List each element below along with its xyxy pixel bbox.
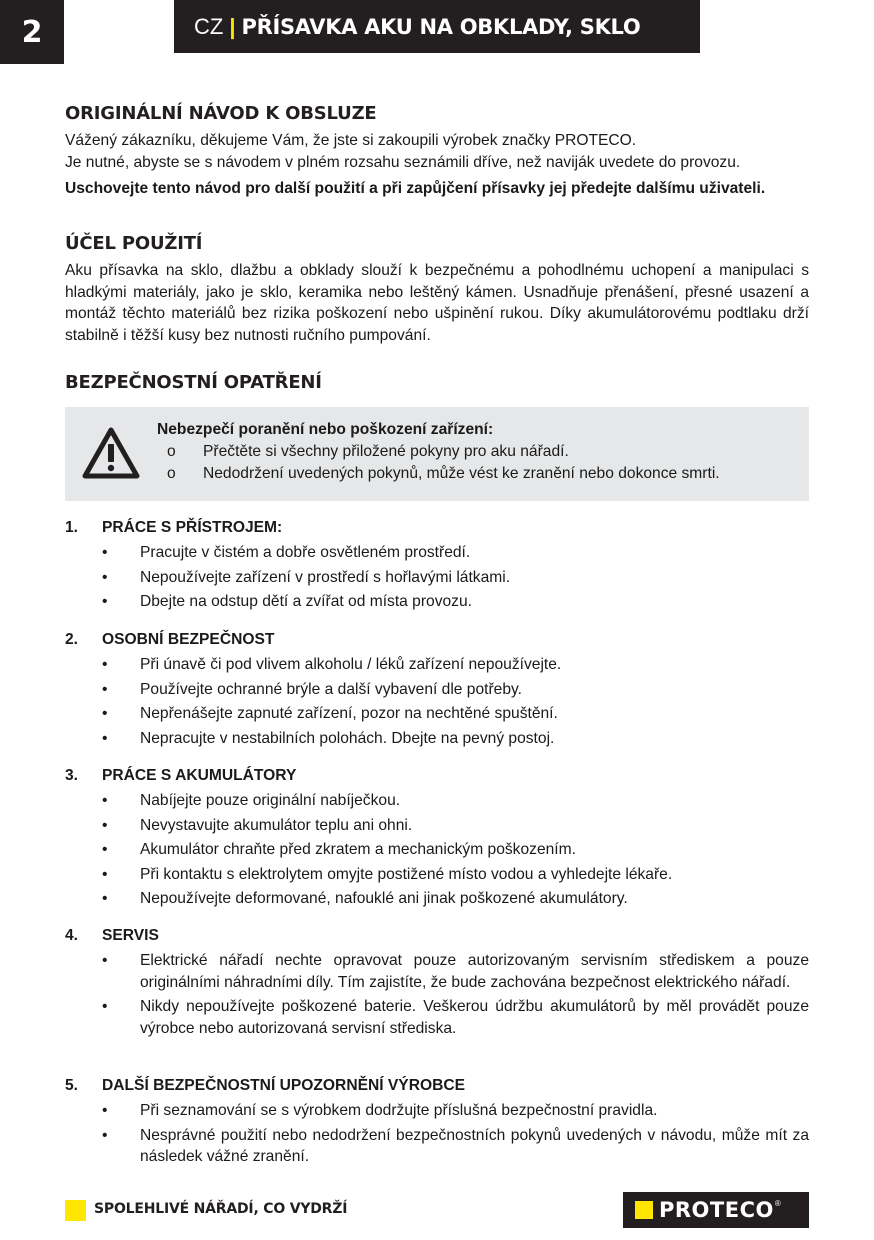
- section-title: OSOBNÍ BEZPEČNOST: [102, 631, 275, 648]
- list-item: • Elektrické nářadí nechte opravovat pouze autorizovaným servisním střediskem a pouze originálními náhradními díly. Tím zajistíte, že bude zachována bezpečnost elektrického nářadí.: [65, 950, 809, 993]
- document-title: PŘÍSAVKA AKU NA OBKLADY, SKLO: [241, 14, 641, 39]
- warning-triangle-icon: [81, 426, 141, 480]
- section-number: 5.: [65, 1077, 79, 1094]
- section-heading: [65, 765, 809, 787]
- page-number: 2: [0, 0, 64, 64]
- list-item: • Dbejte na odstup dětí a zvířat od místa provozu.: [65, 591, 809, 613]
- list-item: • Nepřenášejte zapnuté zařízení, pozor na nechtěné spuštění.: [65, 703, 809, 725]
- title-bar: [174, 0, 700, 53]
- warning-box: [65, 407, 809, 501]
- intro-heading: ORIGINÁLNÍ NÁVOD K OBSLUZE: [65, 103, 377, 124]
- list-item: • Používejte ochranné brýle a další vybavení dle potřeby.: [65, 679, 809, 701]
- list-item: • Akumulátor chraňte před zkratem a mechanickým poškozením.: [65, 839, 809, 861]
- intro-section: [65, 103, 809, 200]
- safety-heading: BEZPEČNOSTNÍ OPATŘENÍ: [65, 372, 322, 393]
- safety-section-3: [65, 765, 809, 910]
- warning-line: [167, 443, 569, 461]
- list-item: • Nikdy nepoužívejte poškozené baterie. Veškerou údržbu akumulátorů by měl provádět pouze výrobce nebo autorizovaná servisní střediska.: [65, 996, 809, 1039]
- language-code: CZ: [194, 13, 224, 39]
- safety-section: [65, 372, 809, 393]
- logo-square-icon: [635, 1201, 653, 1219]
- list-item: • Při kontaktu s elektrolytem omyjte postižené místo vodou a vyhledejte lékaře.: [65, 864, 809, 886]
- section-title: PRÁCE S AKUMULÁTORY: [102, 767, 297, 784]
- section-heading: [65, 629, 809, 651]
- safety-section-5: [65, 1075, 809, 1168]
- purpose-section: [65, 233, 809, 346]
- purpose-heading: ÚČEL POUŽITÍ: [65, 233, 203, 254]
- footer-slogan: SPOLEHLIVÉ NÁŘADÍ, CO VYDRŽÍ: [94, 1201, 348, 1217]
- logo-registered-mark: ®: [774, 1199, 781, 1208]
- section-title: DALŠÍ BEZPEČNOSTNÍ UPOZORNĚNÍ VÝROBCE: [102, 1077, 466, 1094]
- list-item: • Nabíjejte pouze originální nabíječkou.: [65, 790, 809, 812]
- list-item: • Nepoužívejte zařízení v prostředí s hořlavými látkami.: [65, 567, 809, 589]
- section-number: 1.: [65, 519, 79, 536]
- intro-bold-line: Uschovejte tento návod pro další použití a při zapůjčení přísavky jej předejte dalšímu uživateli.: [65, 180, 766, 197]
- warning-line-text: Nedodržení uvedených pokynů, může vést ke zranění nebo dokonce smrti.: [203, 465, 720, 482]
- warning-title: Nebezpečí poranění nebo poškození zařízení:: [157, 421, 494, 438]
- intro-line-2: Je nutné, abyste se s návodem v plném rozsahu seznámili dříve, než naviják uvedete do provozu.: [65, 153, 741, 171]
- safety-section-4: [65, 925, 809, 1039]
- list-item: • Nesprávné použití nebo nedodržení bezpečnostních pokynů uvedených v návodu, může mít za následek vážné zranění.: [65, 1125, 809, 1168]
- section-heading: [65, 1075, 809, 1097]
- warning-line: [167, 465, 720, 483]
- warning-line-text: Přečtěte si všechny přiložené pokyny pro aku nářadí.: [203, 443, 569, 460]
- section-number: 4.: [65, 927, 79, 944]
- purpose-text: Aku přísavka na sklo, dlažbu a obklady slouží k bezpečnému a pohodlnému uchopení a manipulaci s hladkými materiály, jako je sklo, keramika nebo leštěný kámen. Usnadňuje přenášení, přesné usazení a montáž těchto materiálů bez rizika poškození nebo ušpinění rukou. Díky akumulátorovému podtlaku drží stabilně i těžší kusy bez nutnosti ručního pumpování.: [65, 262, 809, 344]
- list-item: • Při seznamování se s výrobkem dodržujte příslušná bezpečnostní pravidla.: [65, 1100, 809, 1122]
- section-title: SERVIS: [102, 927, 159, 944]
- section-heading: [65, 517, 809, 539]
- list-item: • Nepoužívejte deformované, nafouklé ani jinak poškozené akumulátory.: [65, 888, 809, 910]
- section-number: 3.: [65, 767, 79, 784]
- list-item: • Pracujte v čistém a dobře osvětleném prostředí.: [65, 542, 809, 564]
- safety-section-1: [65, 517, 809, 613]
- list-item: • Nepracujte v nestabilních polohách. Dbejte na pevný postoj.: [65, 728, 809, 750]
- list-item: • Nevystavujte akumulátor teplu ani ohni.: [65, 815, 809, 837]
- section-heading: [65, 925, 809, 947]
- list-item: • Při únavě či pod vlivem alkoholu / léků zařízení nepoužívejte.: [65, 654, 809, 676]
- logo-text: PROTECO: [659, 1198, 774, 1222]
- section-number: 2.: [65, 631, 79, 648]
- safety-section-2: [65, 629, 809, 749]
- section-title: PRÁCE S PŘÍSTROJEM:: [102, 519, 283, 536]
- warning-marker: o: [167, 465, 176, 482]
- intro-line-1: Vážený zákazníku, děkujeme Vám, že jste si zakoupili výrobek značky PROTECO.: [65, 132, 637, 149]
- proteco-logo: [623, 1192, 809, 1228]
- title-separator: |: [229, 13, 236, 39]
- footer-accent-square: [65, 1200, 86, 1221]
- warning-marker: o: [167, 443, 176, 460]
